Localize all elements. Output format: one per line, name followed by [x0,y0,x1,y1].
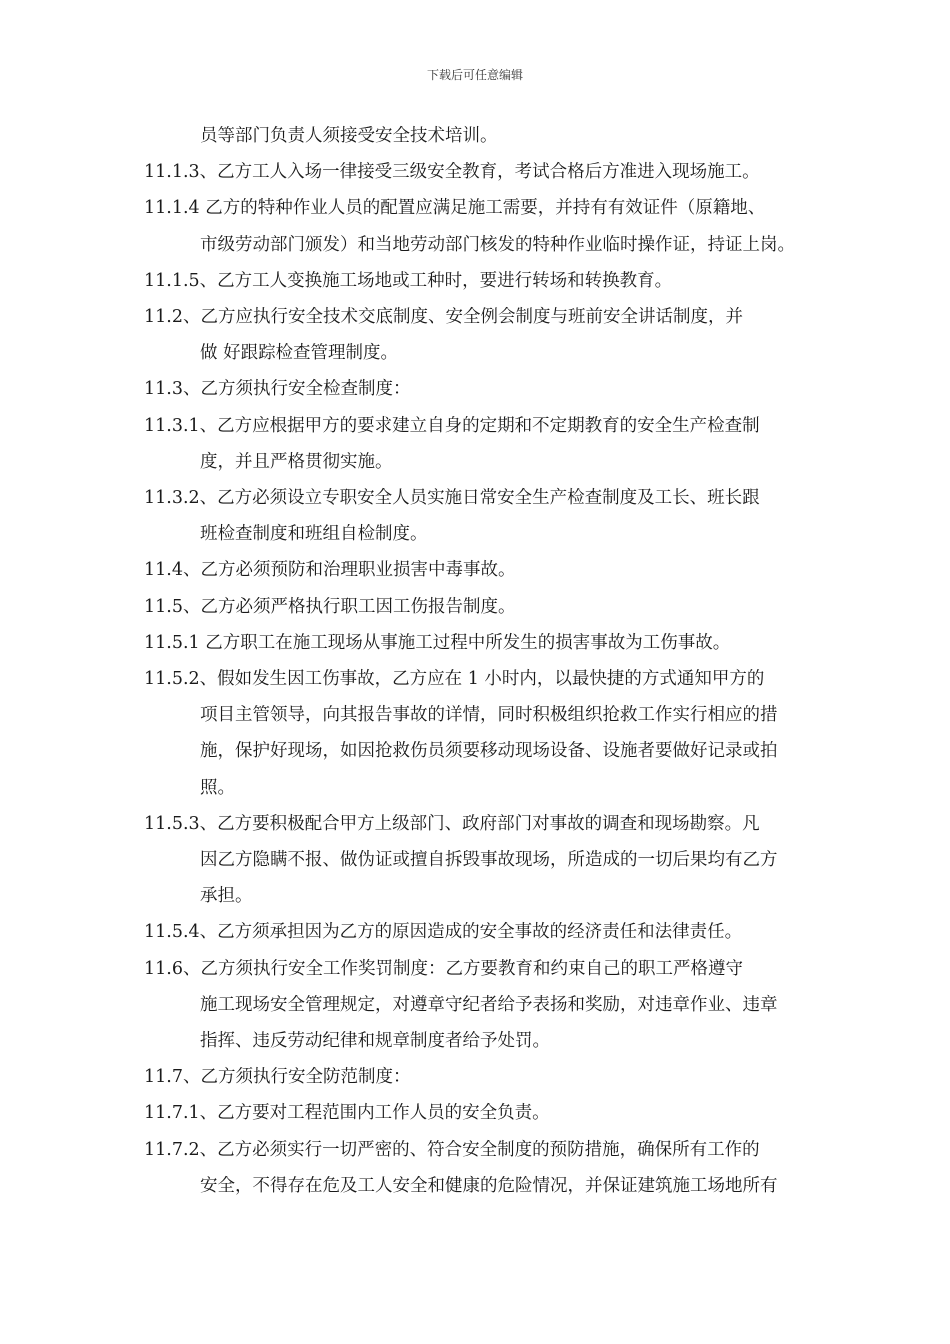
paragraph [144,480,824,552]
paragraph-line: 项目主管领导，向其报告事故的详情，同时积极组织抢救工作实行相应的措 [200,705,778,726]
document-body [144,118,824,1204]
paragraph [144,951,824,1060]
page-header: 下载后可任意编辑 [426,68,523,82]
paragraph-line: 11.3.1、乙方应根据甲方的要求建立自身的定期和不定期教育的安全生产检查制 [144,415,760,436]
paragraph-line: 施工现场安全管理规定，对遵章守纪者给予表扬和奖励，对违章作业、违章 [200,994,778,1015]
paragraph [144,408,824,480]
paragraph [144,661,824,806]
paragraph [144,154,824,190]
paragraph [144,263,824,299]
paragraph [144,1132,824,1204]
paragraph-line: 11.7、乙方须执行安全防范制度： [144,1067,411,1088]
paragraph-line: 11.5.3、乙方要积极配合甲方上级部门、政府部门对事故的调查和现场勘察。凡 [144,813,760,834]
paragraph-line: 11.5.1 乙方职工在施工现场从事施工过程中所发生的损害事故为工伤事故。 [144,632,731,653]
paragraph-line: 11.1.4 乙方的特种作业人员的配置应满足施工需要，并持有有效证件（原籍地、 [144,198,766,219]
paragraph [144,299,824,371]
paragraph [144,118,824,154]
paragraph-line: 11.2、乙方应执行安全技术交底制度、安全例会制度与班前安全讲话制度，并 [144,307,743,328]
paragraph [144,1059,824,1095]
paragraph-line: 11.4、乙方必须预防和治理职业损害中毒事故。 [144,560,516,581]
paragraph-line: 11.6、乙方须执行安全工作奖罚制度：乙方要教育和约束自己的职工严格遵守 [144,958,743,979]
paragraph-line: 11.7.2、乙方必须实行一切严密的、符合安全制度的预防措施，确保所有工作的 [144,1139,760,1160]
paragraph-line: 施，保护好现场，如因抢救伤员须要移动现场设备、设施者要做好记录或拍 [200,741,778,762]
paragraph [144,806,824,915]
paragraph-line: 做 好跟踪检查管理制度。 [200,343,399,364]
paragraph-line: 员等部门负责人须接受安全技术培训。 [200,126,498,146]
paragraph-line: 11.5.4、乙方须承担因为乙方的原因造成的安全事故的经济责任和法律责任。 [144,922,743,943]
paragraph-line: 市级劳动部门颁发）和当地劳动部门核发的特种作业临时操作证，持证上岗。 [200,234,795,255]
paragraph-line: 11.3、乙方须执行安全检查制度： [144,379,411,400]
paragraph-line: 11.1.5、乙方工人变换施工场地或工种时，要进行转场和转换教育。 [144,270,673,291]
paragraph-line: 11.5、乙方必须严格执行职工因工伤报告制度。 [144,596,516,617]
paragraph-line: 指挥、违反劳动纪律和规章制度者给予处罚。 [200,1031,550,1052]
paragraph [144,371,824,407]
paragraph-line: 11.5.2、假如发生因工伤事故，乙方应在 1 小时内，以最快捷的方式通知甲方的 [144,669,765,690]
paragraph-line: 承担。 [200,886,253,907]
paragraph [144,1095,824,1131]
paragraph-line: 度，并且严格贯彻实施。 [200,451,393,472]
paragraph-line: 安全，不得存在危及工人安全和健康的危险情况，并保证建筑施工场地所有 [200,1175,778,1196]
paragraph-line: 照。 [200,777,235,798]
paragraph-line: 因乙方隐瞒不报、做伪证或擅自拆毁事故现场，所造成的一切后果均有乙方 [200,850,778,871]
paragraph [144,589,824,625]
paragraph [144,552,824,588]
paragraph-line: 班检查制度和班组自检制度。 [200,524,428,545]
paragraph [144,190,824,262]
paragraph-line: 11.1.3、乙方工人入场一律接受三级安全教育，考试合格后方准进入现场施工。 [144,162,760,183]
paragraph [144,914,824,950]
paragraph-line: 11.7.1、乙方要对工程范围内工作人员的安全负责。 [144,1103,550,1124]
paragraph [144,625,824,661]
paragraph-line: 11.3.2、乙方必须设立专职安全人员实施日常安全生产检查制度及工长、班长跟 [144,488,760,509]
